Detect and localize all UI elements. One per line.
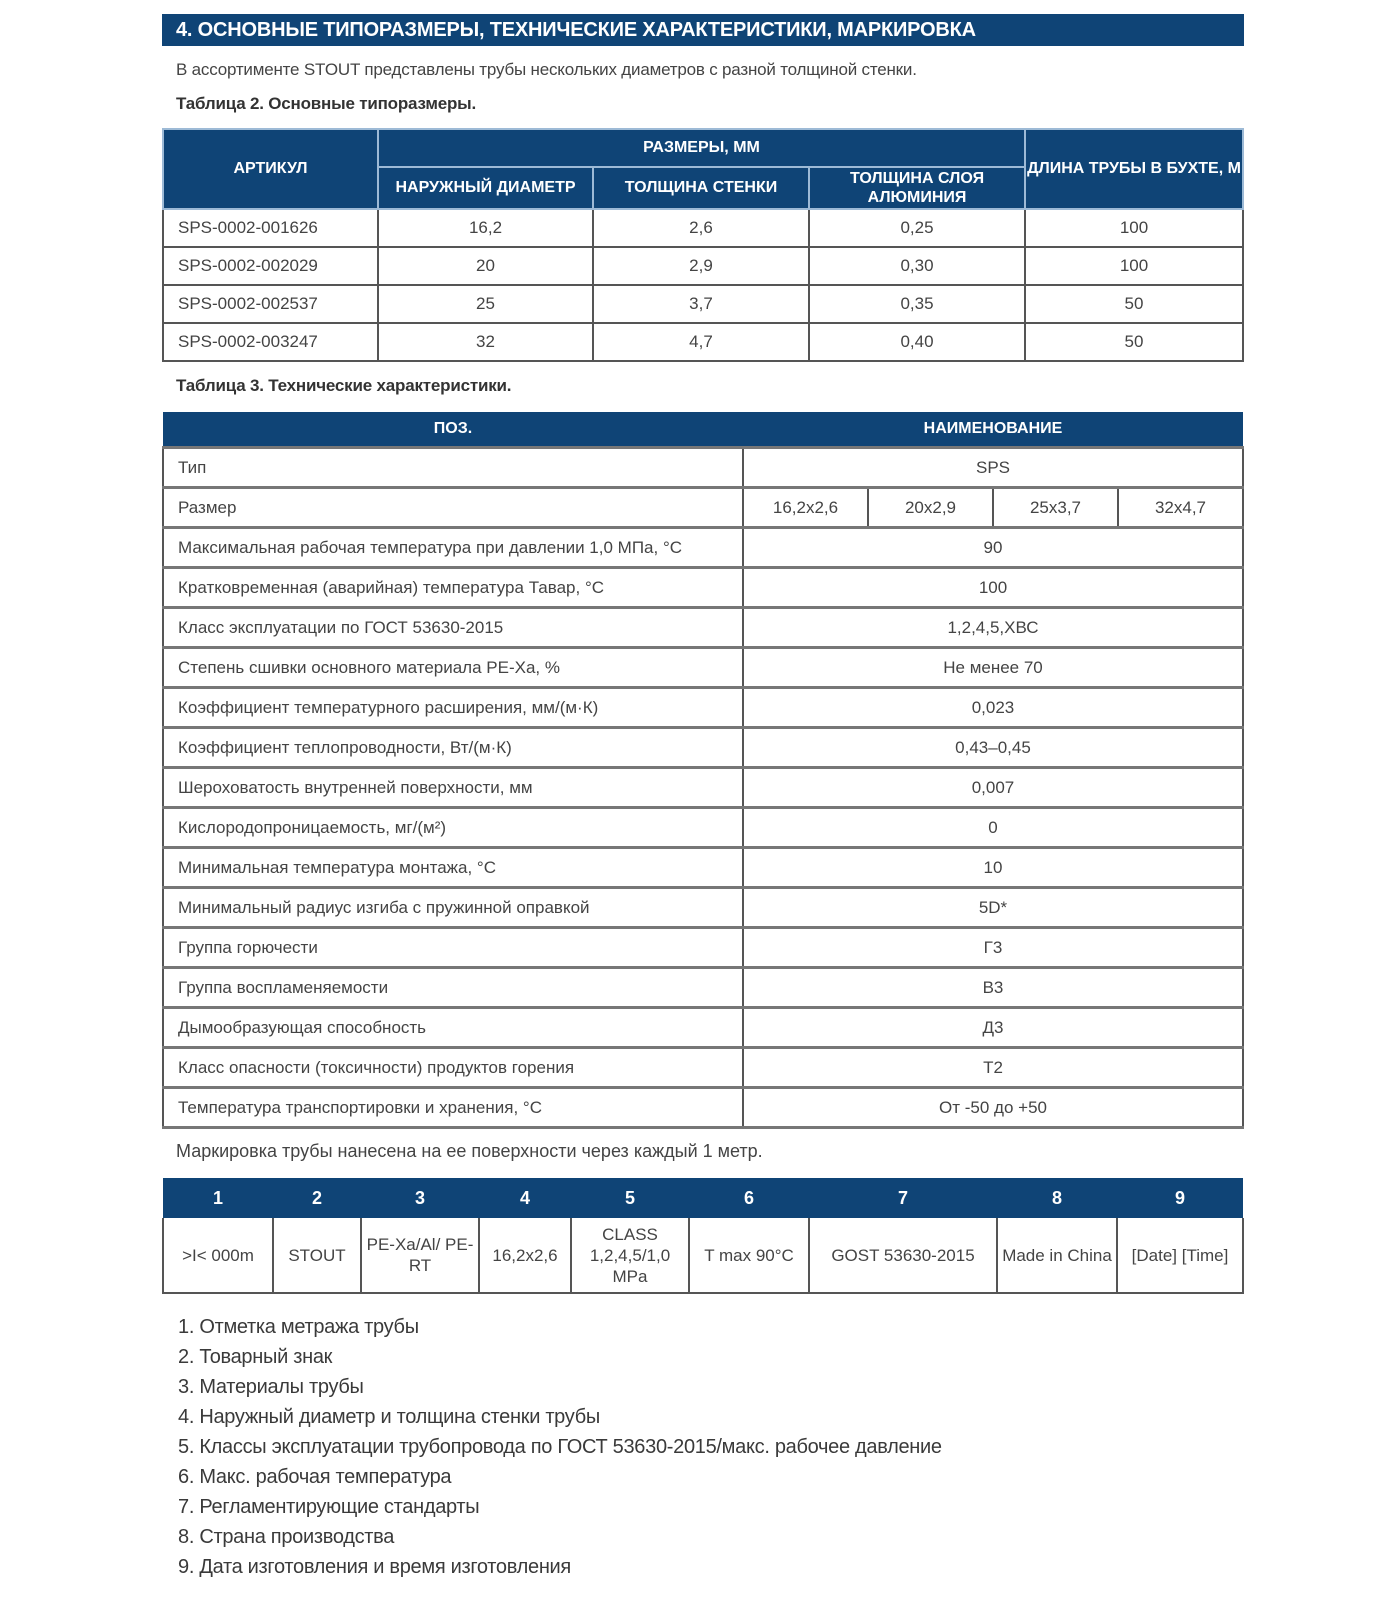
- legend-item: 9. Дата изготовления и время изготовления: [178, 1556, 571, 1578]
- header-al-thickness: ТОЛЩИНА СЛОЯ АЛЮМИНИЯ: [809, 167, 1025, 209]
- table3-caption: Таблица 3. Технические характеристики.: [176, 376, 512, 395]
- marking-note: Маркировка трубы нанесена на ее поверхности через каждый 1 метр.: [176, 1141, 763, 1161]
- table-row: [163, 768, 1243, 808]
- header-coil-length: ДЛИНА ТРУБЫ В БУХТЕ, М: [1025, 129, 1243, 209]
- spec-label: Класс эксплуатации по ГОСТ 53630-2015: [163, 608, 743, 648]
- header-pos: ПОЗ.: [163, 412, 743, 448]
- cell-wall: 2,9: [593, 247, 809, 285]
- table-row: [163, 928, 1243, 968]
- cell-article: SPS-0002-003247: [163, 323, 378, 361]
- size-value: 25х3,7: [993, 488, 1118, 528]
- spec-value: 90: [743, 528, 1243, 568]
- cell-al: 0,25: [809, 209, 1025, 247]
- table-row: [163, 728, 1243, 768]
- table-row: [163, 848, 1243, 888]
- cell-length: 50: [1025, 323, 1243, 361]
- header-sizes-group: РАЗМЕРЫ, ММ: [378, 129, 1025, 167]
- spec-value: 1,2,4,5,ХВС: [743, 608, 1243, 648]
- cell-outer-diameter: 20: [378, 247, 593, 285]
- table-row: [163, 448, 1243, 488]
- table-row: [163, 285, 1243, 323]
- header-wall-thickness: ТОЛЩИНА СТЕНКИ: [593, 167, 809, 209]
- header-name: НАИМЕНОВАНИЕ: [743, 412, 1243, 448]
- cell-article: SPS-0002-002029: [163, 247, 378, 285]
- marking-header-8: 8: [997, 1178, 1117, 1218]
- spec-label: Тип: [163, 448, 743, 488]
- cell-length: 100: [1025, 209, 1243, 247]
- spec-label: Дымообразующая способность: [163, 1008, 743, 1048]
- spec-value: Не менее 70: [743, 648, 1243, 688]
- table-row: [163, 247, 1243, 285]
- document-page: [162, 14, 1244, 1582]
- marking-cell-2: STOUT: [273, 1218, 361, 1293]
- table-row: [163, 568, 1243, 608]
- marking-legend: [178, 1312, 1244, 1582]
- header-outer-diameter: НАРУЖНЫЙ ДИАМЕТР: [378, 167, 593, 209]
- spec-value: Д3: [743, 1008, 1243, 1048]
- marking-cell-5: CLASS 1,2,4,5/1,0 MPa: [571, 1218, 689, 1293]
- table-row: [163, 1008, 1243, 1048]
- spec-label: Максимальная рабочая температура при давлении 1,0 МПа, °С: [163, 528, 743, 568]
- size-value: 32х4,7: [1118, 488, 1243, 528]
- marking-cell-7: GOST 53630-2015: [809, 1218, 997, 1293]
- cell-al: 0,40: [809, 323, 1025, 361]
- size-value: 20х2,9: [868, 488, 993, 528]
- spec-value: SPS: [743, 448, 1243, 488]
- spec-value: Т2: [743, 1048, 1243, 1088]
- section-title: 4. ОСНОВНЫЕ ТИПОРАЗМЕРЫ, ТЕХНИЧЕСКИЕ ХАРАКТЕРИСТИКИ, МАРКИРОВКА: [162, 14, 1244, 46]
- spec-label: Коэффициент температурного расширения, мм/(м·К): [163, 688, 743, 728]
- legend-item: 5. Классы эксплуатации трубопровода по ГОСТ 53630-2015/макс. рабочее давление: [178, 1436, 942, 1458]
- cell-wall: 4,7: [593, 323, 809, 361]
- table-row: [163, 968, 1243, 1008]
- spec-label: Размер: [163, 488, 743, 528]
- spec-label: Группа воспламеняемости: [163, 968, 743, 1008]
- marking-header-1: 1: [163, 1178, 273, 1218]
- table-row: [163, 488, 1243, 528]
- table-row: [163, 608, 1243, 648]
- spec-label: Степень сшивки основного материала PE-Xa, %: [163, 648, 743, 688]
- table-row: [163, 1218, 1243, 1293]
- spec-value: 0,023: [743, 688, 1243, 728]
- spec-value: 100: [743, 568, 1243, 608]
- table-row: [163, 1048, 1243, 1088]
- marking-cell-3: PE-Xa/Al/ PE-RT: [361, 1218, 479, 1293]
- marking-cell-6: T max 90°C: [689, 1218, 809, 1293]
- cell-wall: 2,6: [593, 209, 809, 247]
- table-row: [163, 323, 1243, 361]
- cell-wall: 3,7: [593, 285, 809, 323]
- marking-table: [162, 1178, 1244, 1294]
- spec-value: В3: [743, 968, 1243, 1008]
- sizes-table: [162, 128, 1244, 362]
- spec-label: Кислородопроницаемость, мг/(м²): [163, 808, 743, 848]
- marking-header-6: 6: [689, 1178, 809, 1218]
- cell-article: SPS-0002-002537: [163, 285, 378, 323]
- spec-value: 0,007: [743, 768, 1243, 808]
- cell-article: SPS-0002-001626: [163, 209, 378, 247]
- spec-value: 5D*: [743, 888, 1243, 928]
- legend-item: 7. Регламентирующие стандарты: [178, 1496, 480, 1518]
- spec-label: Группа горючести: [163, 928, 743, 968]
- marking-header-5: 5: [571, 1178, 689, 1218]
- spec-value: Г3: [743, 928, 1243, 968]
- spec-label: Шероховатость внутренней поверхности, мм: [163, 768, 743, 808]
- legend-item: 3. Материалы трубы: [178, 1376, 364, 1398]
- legend-item: 8. Страна производства: [178, 1526, 395, 1548]
- table-row: [163, 1088, 1243, 1128]
- table-row: [163, 209, 1243, 247]
- marking-header-4: 4: [479, 1178, 571, 1218]
- table2-caption: Таблица 2. Основные типоразмеры.: [176, 94, 476, 113]
- spec-label: Класс опасности (токсичности) продуктов горения: [163, 1048, 743, 1088]
- spec-value: От -50 до +50: [743, 1088, 1243, 1128]
- cell-outer-diameter: 16,2: [378, 209, 593, 247]
- table-row: [163, 648, 1243, 688]
- marking-cell-9: [Date] [Time]: [1117, 1218, 1243, 1293]
- spec-value: 0: [743, 808, 1243, 848]
- spec-label: Минимальная температура монтажа, °С: [163, 848, 743, 888]
- marking-header-7: 7: [809, 1178, 997, 1218]
- cell-length: 50: [1025, 285, 1243, 323]
- legend-item: 1. Отметка метража трубы: [178, 1316, 419, 1338]
- specs-table: [162, 412, 1244, 1129]
- marking-header-2: 2: [273, 1178, 361, 1218]
- spec-label: Кратковременная (аварийная) температура Тавар, °С: [163, 568, 743, 608]
- header-article: АРТИКУЛ: [163, 129, 378, 209]
- spec-value: 0,43–0,45: [743, 728, 1243, 768]
- legend-item: 2. Товарный знак: [178, 1346, 333, 1368]
- spec-value: 10: [743, 848, 1243, 888]
- marking-cell-4: 16,2x2,6: [479, 1218, 571, 1293]
- cell-al: 0,30: [809, 247, 1025, 285]
- marking-header-9: 9: [1117, 1178, 1243, 1218]
- legend-item: 4. Наружный диаметр и толщина стенки трубы: [178, 1406, 600, 1428]
- section-intro: В ассортименте STOUT представлены трубы нескольких диаметров с разной толщиной стенки.: [176, 60, 917, 79]
- cell-outer-diameter: 25: [378, 285, 593, 323]
- table-row: [163, 528, 1243, 568]
- spec-label: Температура транспортировки и хранения, °С: [163, 1088, 743, 1128]
- cell-outer-diameter: 32: [378, 323, 593, 361]
- size-value: 16,2х2,6: [743, 488, 868, 528]
- spec-label: Минимальный радиус изгиба с пружинной оправкой: [163, 888, 743, 928]
- cell-length: 100: [1025, 247, 1243, 285]
- marking-cell-8: Made in China: [997, 1218, 1117, 1293]
- table-row: [163, 888, 1243, 928]
- marking-cell-1: >I< 000m: [163, 1218, 273, 1293]
- table-row: [163, 688, 1243, 728]
- table-row: [163, 808, 1243, 848]
- marking-header-3: 3: [361, 1178, 479, 1218]
- spec-label: Коэффициент теплопроводности, Вт/(м·К): [163, 728, 743, 768]
- legend-item: 6. Макс. рабочая температура: [178, 1466, 452, 1488]
- cell-al: 0,35: [809, 285, 1025, 323]
